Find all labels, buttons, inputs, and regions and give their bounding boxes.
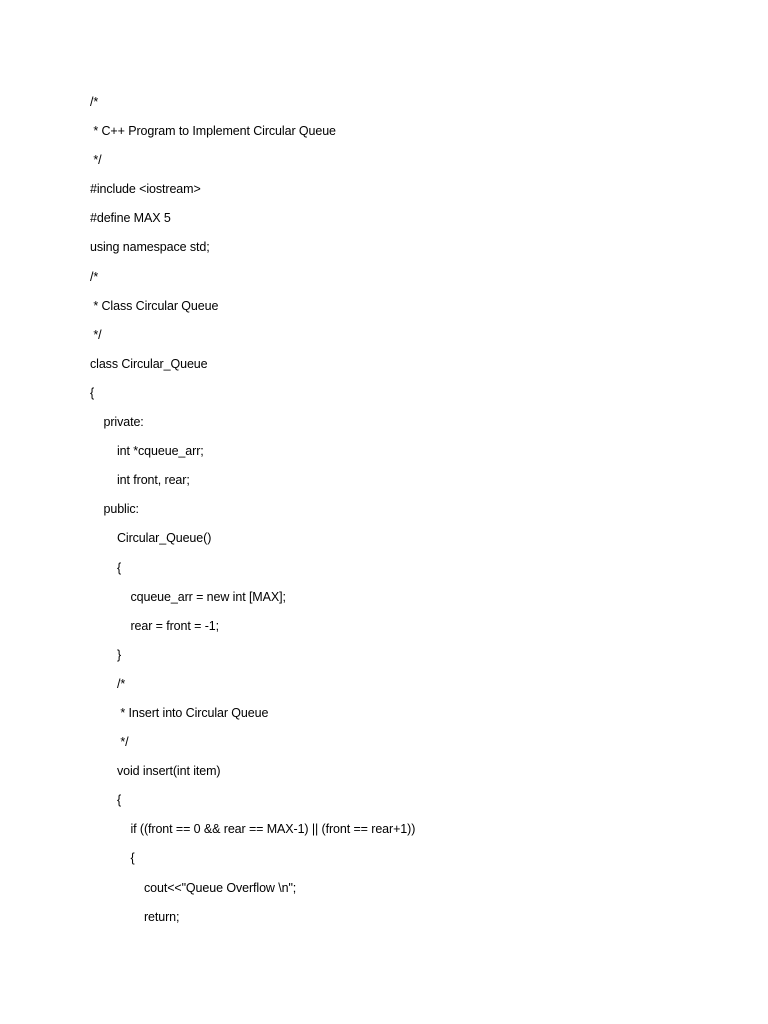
code-line: } bbox=[90, 647, 122, 662]
code-line: /* bbox=[90, 676, 126, 691]
code-line: #define MAX 5 bbox=[90, 211, 171, 226]
code-line: cout<<"Queue Overflow \n"; bbox=[90, 880, 297, 895]
code-line: rear = front = -1; bbox=[90, 618, 219, 633]
code-line: { bbox=[90, 560, 122, 575]
code-line: { bbox=[90, 793, 122, 808]
code-line: * Insert into Circular Queue bbox=[90, 705, 269, 720]
code-line: cqueue_arr = new int [MAX]; bbox=[90, 589, 286, 604]
code-line: /* bbox=[90, 269, 99, 284]
code-line: * C++ Program to Implement Circular Queue bbox=[90, 124, 336, 139]
code-listing bbox=[90, 92, 415, 936]
code-line: void insert(int item) bbox=[90, 764, 221, 779]
code-line: */ bbox=[90, 327, 102, 342]
code-line: int *cqueue_arr; bbox=[90, 444, 204, 459]
code-line: #include <iostream> bbox=[90, 182, 201, 197]
code-line: private: bbox=[90, 415, 144, 430]
code-line: using namespace std; bbox=[90, 240, 210, 255]
code-line: public: bbox=[90, 502, 139, 517]
code-line: class Circular_Queue bbox=[90, 356, 208, 371]
code-line: */ bbox=[90, 153, 102, 168]
code-line: int front, rear; bbox=[90, 473, 190, 488]
code-line: /* bbox=[90, 95, 99, 109]
code-line: if ((front == 0 && rear == MAX-1) || (front == rear+1)) bbox=[90, 822, 416, 837]
code-line: { bbox=[90, 385, 95, 400]
code-line: return; bbox=[90, 909, 180, 924]
code-line: */ bbox=[90, 735, 129, 750]
code-line: * Class Circular Queue bbox=[90, 298, 219, 313]
code-line: { bbox=[90, 851, 135, 866]
code-line: Circular_Queue() bbox=[90, 531, 212, 546]
